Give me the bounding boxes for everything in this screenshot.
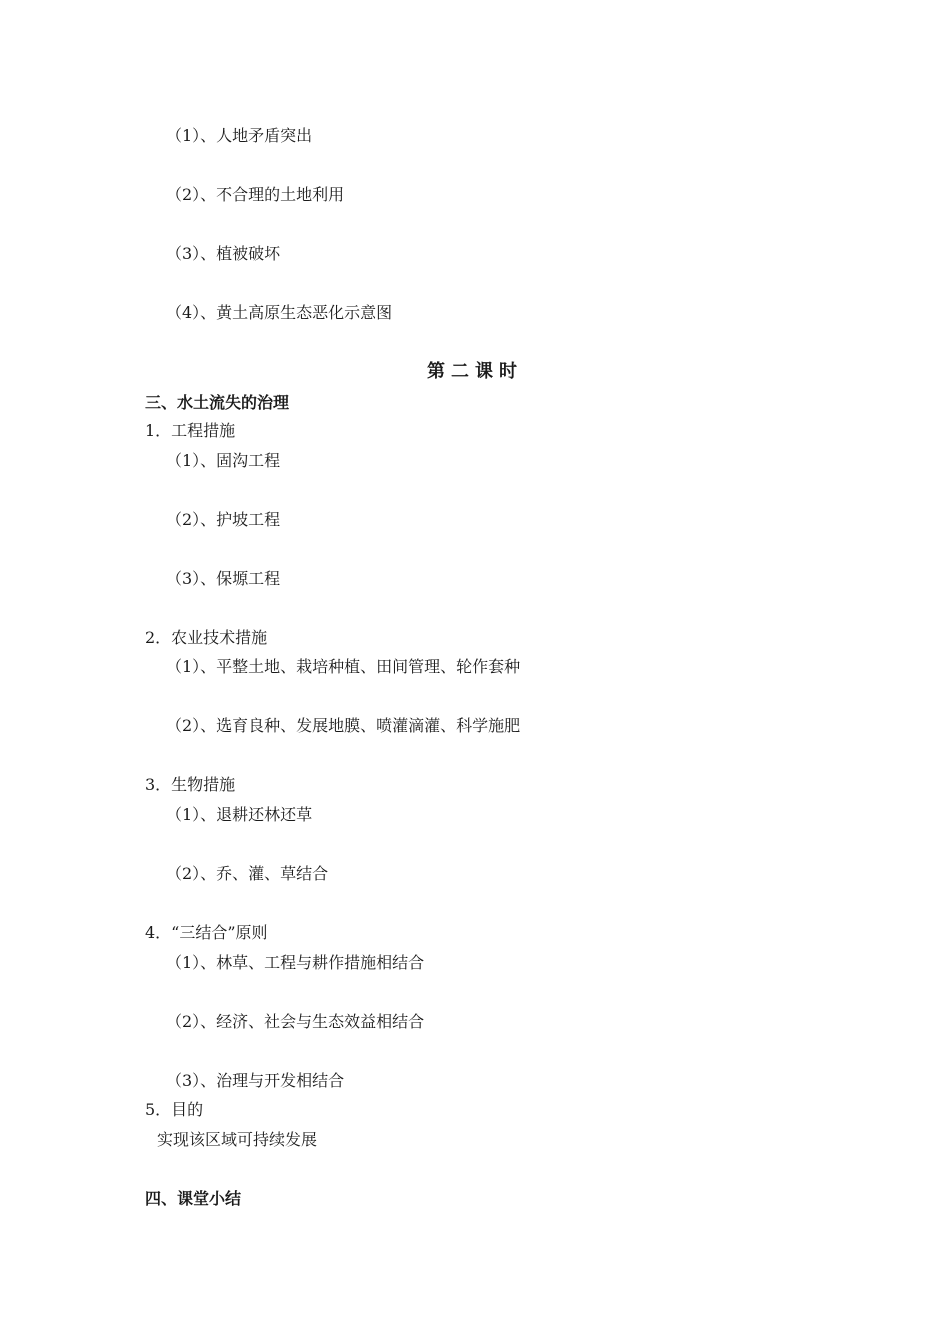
list-item: （2）、不合理的土地利用 [166,185,345,204]
subsection-title: 4．“三结合”原则 [145,923,268,942]
list-item: （2）、护坡工程 [166,510,281,529]
list-item: （2）、乔、灌、草结合 [166,864,329,883]
subsection-title: 3．生物措施 [145,775,236,794]
list-item: （3）、治理与开发相结合 [166,1071,345,1090]
section-heading: 四、课堂小结 [145,1189,242,1208]
subsection-title: 2．农业技术措施 [145,628,268,647]
list-item: （1）、退耕还林还草 [166,805,313,824]
lesson-title: 第二课时 [427,361,523,382]
list-item: （3）、保塬工程 [166,569,281,588]
list-item: （1）、固沟工程 [166,451,281,470]
paragraph-text: 实现该区域可持续发展 [157,1130,318,1149]
list-item: （1）、林草、工程与耕作措施相结合 [166,953,425,972]
section-heading: 三、水土流失的治理 [145,393,290,412]
list-item: （2）、选育良种、发展地膜、喷灌滴灌、科学施肥 [166,716,521,735]
list-item: （3）、植被破坏 [166,244,281,263]
list-item: （4）、黄土高原生态恶化示意图 [166,303,393,322]
subsection-title: 5．目的 [145,1100,204,1119]
list-item: （2）、经济、社会与生态效益相结合 [166,1012,425,1031]
list-item: （1）、平整土地、栽培种植、田间管理、轮作套种 [166,657,521,676]
subsection-title: 1．工程措施 [145,421,236,440]
list-item: （1）、人地矛盾突出 [166,126,313,145]
